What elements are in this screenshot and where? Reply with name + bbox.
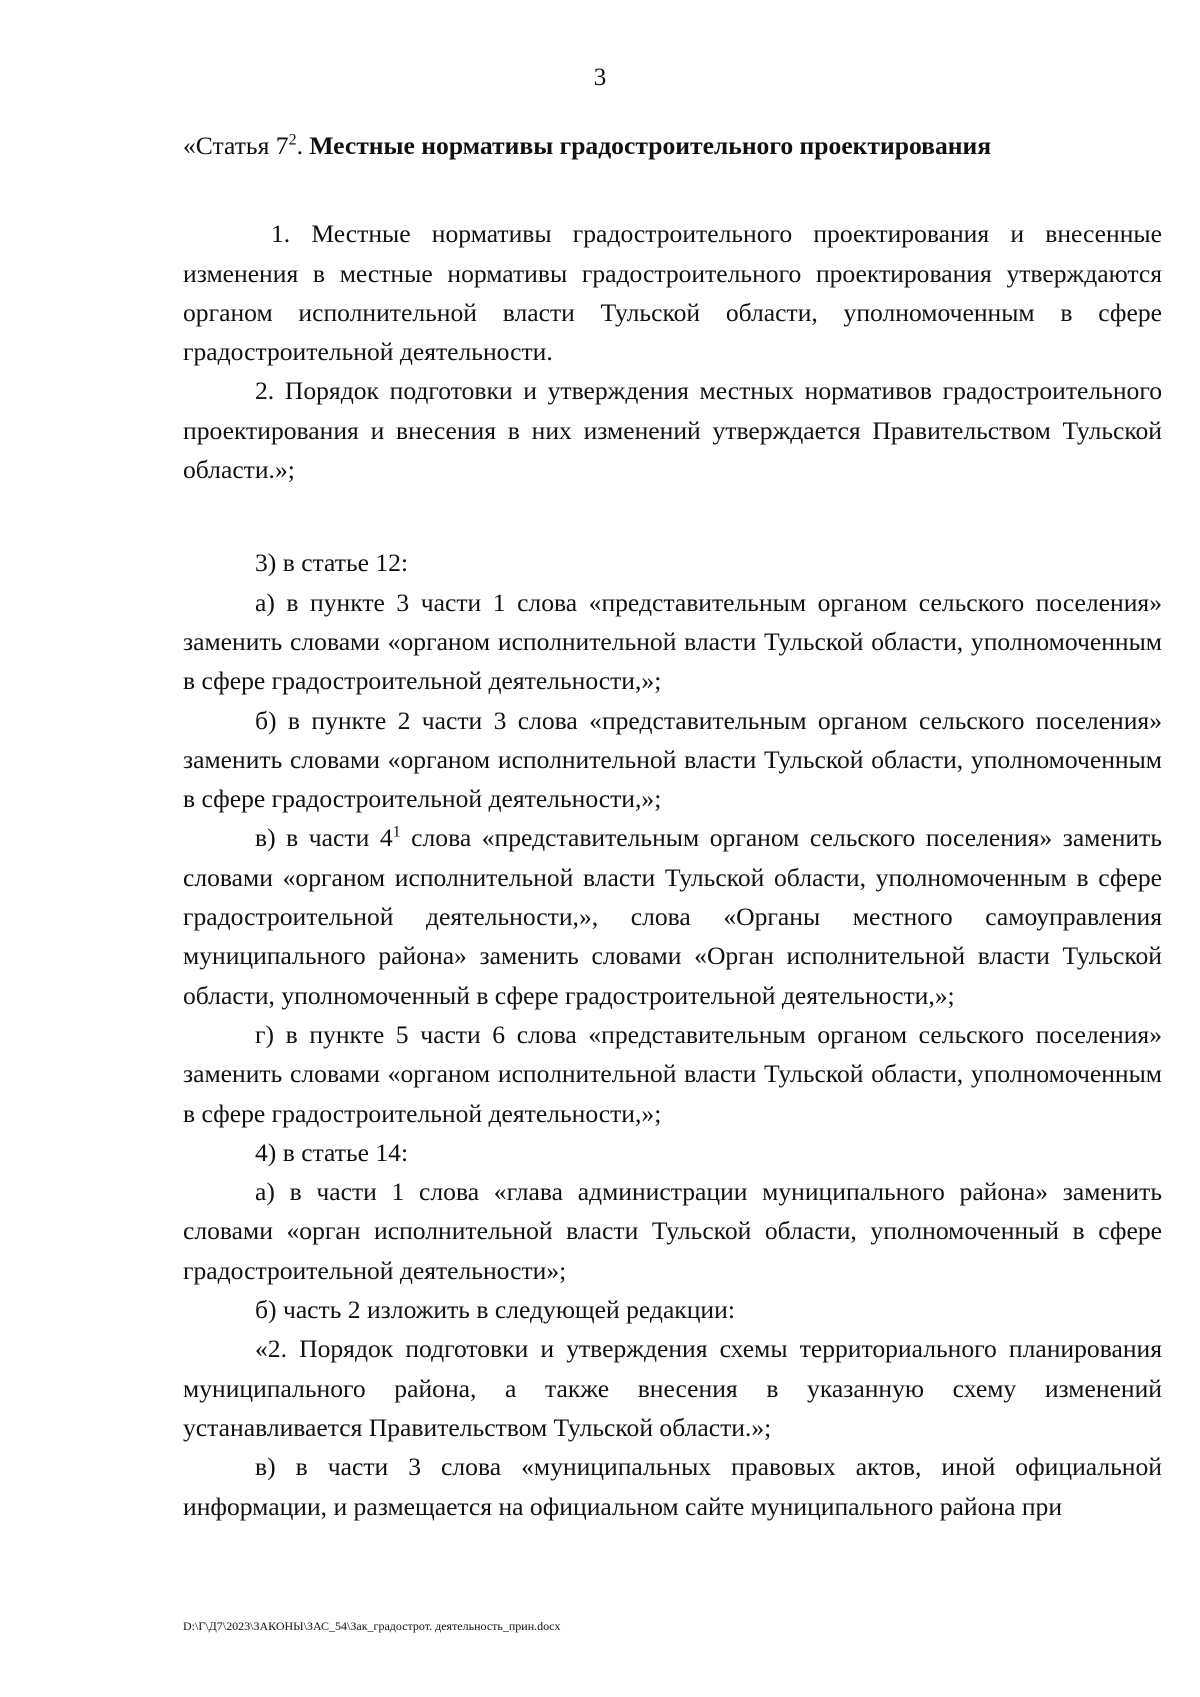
page-number: 3 (593, 64, 607, 91)
paragraph-9: а) в части 1 слова «глава администрации муниципального района» заменить словами «орган исполнительной власти Тульской области, уполномоченный в сфере градостроительной деятельности»; (183, 1177, 1162, 1285)
paragraph-6-superscript: 1 (392, 823, 401, 841)
document-body (183, 126, 1162, 1526)
paragraph-1: 1. Местные нормативы градостроительного проектирования и внесенные изменения в местные нормативы градостроительного проектирования утверждаются органом исполнительной власти Тульской области, уполномоченным в сфере градостроительной деятельности. (183, 219, 1162, 367)
article-heading (183, 126, 1162, 165)
paragraph-12: в) в части 3 слова «муниципальных правовых актов, иной официальной информации, и размещается на официальном сайте муниципального района при (183, 1452, 1162, 1521)
paragraph-10: б) часть 2 изложить в следующей редакции: (255, 1295, 735, 1325)
paragraph-5: б) в пункте 2 части 3 слова «представительным органом сельского поселения» заменить словами «органом исполнительной власти Тульской области, уполномоченным в сфере градостроительной деятельности,»; (183, 705, 1162, 814)
paragraph-7: г) в пункте 5 части 6 слова «представительным органом сельского поселения» заменить словами «органом исполнительной власти Тульской области, уполномоченным в сфере градостроительной деятельности,»; (183, 1019, 1162, 1128)
paragraph-2: 2. Порядок подготовки и утверждения местных нормативов градостроительного проектирования и внесения в них изменений утверждается Правительством Тульской области.»; (183, 376, 1162, 485)
paragraph-6-start: в) в части 4 (255, 823, 393, 853)
article-heading-dot: . (296, 131, 310, 160)
paragraph-11: «2. Порядок подготовки и утверждения схемы территориального планирования муниципального района, а также внесения в указанную схему изменений устанавливается Правительством Тульской области.»; (183, 1334, 1162, 1442)
paragraph-8: 4) в статье 14: (255, 1137, 409, 1167)
paragraph-6 (183, 818, 1162, 1014)
footer-file-path: D:\Г\Д7\2023\ЗАКОНЫ\ЗАС_54\Зак_градострот. деятельность_прин.docx (183, 1619, 561, 1633)
article-heading-superscript: 2 (288, 131, 297, 149)
article-heading-title: Местные нормативы градостроительного проектирования (309, 131, 992, 160)
paragraph-4: а) в пункте 3 части 1 слова «представительным органом сельского поселения» заменить словами «органом исполнительной власти Тульской области, уполномоченным в сфере градостроительной деятельности,»; (183, 587, 1162, 696)
paragraph-3: 3) в статье 12: (255, 548, 409, 578)
article-heading-prefix: «Статья 7 (183, 131, 289, 160)
paragraph-6-rest: слова «представительным органом сельского поселения» заменить словами «органом исполнительной власти Тульской области, уполномоченным в сфере градостроительной деятельности,», слова «Органы местного самоуправления муниципального района» заменить словами «Орган исполнительной власти Тульской области, уполномоченный в сфере градостроительной деятельности,»; (183, 823, 1162, 1010)
